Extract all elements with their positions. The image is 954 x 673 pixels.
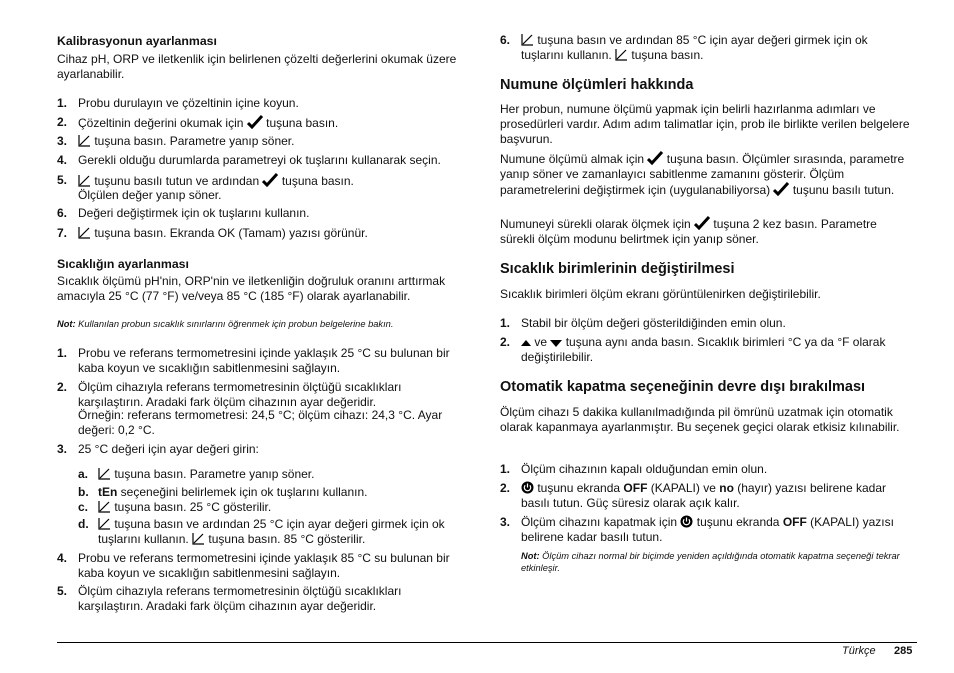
page-number: 285 — [894, 645, 913, 657]
auto-off-intro: Ölçüm cihazı 5 dakika kullanılmadığında pil ömrünü uzatmak için otomatik olarak kapanmaya ayarlanmıştır. Bu seçenek geçici olarak etkisiz kılınabilir. — [500, 405, 900, 434]
calibrate-icon — [192, 532, 205, 545]
calibrate-icon — [615, 48, 628, 61]
measurement-p2: Numune ölçümü almak için tuşuna basın. Ölçümler sırasında, parametre yanıp söner ve zamanlayıcı sabitlenme zamanını gösterir. Ölçüm parametrelerini değiştirmek için (uygulanabiliyorsa) tuşunu basılı tutun. — [500, 152, 905, 197]
calibrate-icon — [521, 33, 534, 46]
calibrate-icon — [98, 500, 111, 513]
units-intro: Sıcaklık birimleri ölçüm ekranı görüntülenirken değiştirilebilir. — [500, 287, 821, 301]
footer-divider — [57, 642, 917, 643]
check-icon — [694, 216, 710, 230]
temperature-heading: Sıcaklığın ayarlanması — [57, 257, 189, 271]
measurement-p3: Numuneyi sürekli olarak ölçmek için tuşuna 2 kez basın. Parametre sürekli ölçüm modunu belirtmek için yanıp söner. — [500, 217, 877, 246]
check-icon — [262, 173, 278, 187]
down-arrow-icon — [550, 338, 562, 348]
measurement-heading: Numune ölçümleri hakkında — [500, 77, 694, 93]
power-icon — [680, 515, 693, 528]
calibration-intro: Cihaz pH, ORP ve iletkenlik için belirlenen çözelti değerlerini okumak üzere ayarlanabilir. — [57, 52, 457, 81]
calibration-heading: Kalibrasyonun ayarlanması — [57, 34, 217, 48]
calibrate-icon — [78, 134, 91, 147]
footer-language: Türkçe — [842, 645, 876, 657]
auto-off-note: Not: Ölçüm cihazı normal bir biçimde yeniden açıldığında otomatik kapatma seçeneği tekrar etkinleşir. — [521, 551, 900, 573]
check-icon — [247, 115, 263, 129]
temperature-intro: Sıcaklık ölçümü pH'nin, ORP'nin ve iletkenliğin doğruluk oranını arttırmak amacıyla 25 °C (77 °F) ve/veya 85 °C (185 °F) olarak ayarlanabilir. — [57, 274, 446, 303]
auto-off-heading: Otomatik kapatma seçeneğinin devre dışı bırakılması — [500, 379, 866, 395]
up-arrow-icon — [521, 338, 531, 348]
calibrate-icon — [98, 467, 111, 480]
calibrate-icon — [98, 517, 111, 530]
measurement-p1: Her probun, numune ölçümü yapmak için belirli hazırlanma adımları ve prosedürleri vardır. Adım adım talimatlar için, prob ile birlikte verilen belgelere başvurun. — [500, 102, 910, 146]
check-icon — [773, 182, 789, 196]
temperature-note: Not: Kullanılan probun sıcaklık sınırlarını öğrenmek için probun belgelerine bakın. — [57, 319, 394, 329]
power-icon — [521, 481, 534, 494]
calibrate-icon — [78, 174, 91, 187]
units-heading: Sıcaklık birimlerinin değiştirilmesi — [500, 261, 735, 277]
calibrate-icon — [78, 226, 91, 239]
check-icon — [647, 151, 663, 165]
